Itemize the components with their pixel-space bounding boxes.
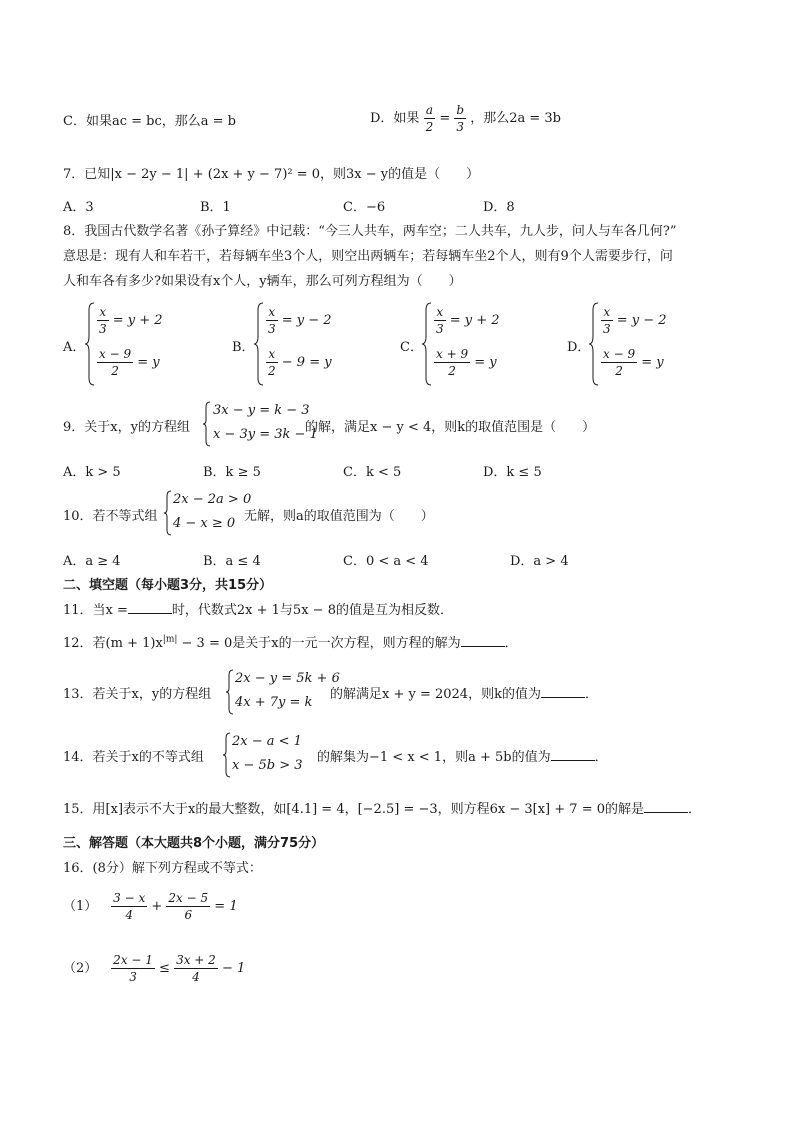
numerator: x <box>266 304 278 321</box>
q14-eq-2: x − 5b > 3 <box>232 758 303 773</box>
rhs: = y <box>474 355 497 370</box>
rhs: = y + 2 <box>112 313 163 328</box>
part-label: （1） <box>63 899 98 914</box>
q9-eq-2: x − 3y = 3k − 1 <box>213 427 318 442</box>
system-top-eq <box>601 304 667 337</box>
denominator: 2 <box>268 364 276 378</box>
q14-suffix <box>317 746 608 765</box>
numerator: x <box>266 346 278 363</box>
q9-option-d: D．k ≤ 5 <box>483 465 542 480</box>
numerator: b <box>456 103 465 117</box>
q8-line-1: 8．我国古代数学名著《孙子算经》中记载：“今三人共车，两车空；二人共车，九人步，问人与车各几何?” <box>63 224 677 239</box>
fraction <box>166 890 210 923</box>
q10-suffix: 无解，则a的取值范围为（ ） <box>244 509 434 524</box>
q10-eq-1: 2x − 2a > 0 <box>173 492 252 507</box>
q10-option-a: A．a ≥ 4 <box>63 554 121 569</box>
q7-option-d: D．8 <box>483 200 515 215</box>
left-brace-icon <box>422 302 432 386</box>
denominator: 3 <box>129 970 137 984</box>
q15-post: ． <box>688 802 702 817</box>
denominator: 3 <box>99 322 107 336</box>
system-bottom-eq <box>97 346 160 379</box>
q8-option-d <box>567 302 737 386</box>
fraction <box>111 952 155 985</box>
q7-option-b: B．1 <box>200 200 231 215</box>
rhs: = y − 2 <box>616 313 667 328</box>
q6-option-d <box>370 102 561 135</box>
numerator: x <box>601 304 613 321</box>
q7-option-a: A．3 <box>63 200 94 215</box>
denominator: 4 <box>192 970 200 984</box>
part-label: （2） <box>63 961 98 976</box>
q6-d-prefix: D．如果 <box>370 111 420 126</box>
q13-eq-2: 4x + 7y = k <box>235 695 313 710</box>
q9-eq-1: 3x − y = k − 3 <box>213 403 310 418</box>
q15 <box>63 798 701 817</box>
fraction <box>111 890 147 923</box>
q14-eq-1: 2x − a < 1 <box>232 734 302 749</box>
exponent: |m| <box>162 634 178 645</box>
denominator: 3 <box>456 120 465 134</box>
numerator: 2x − 1 <box>113 953 153 967</box>
denominator: 2 <box>448 364 456 378</box>
system-bottom-eq <box>266 346 332 379</box>
numerator: 3x + 2 <box>176 953 216 967</box>
rhs: = y − 2 <box>281 313 332 328</box>
q11-post: 时，代数式2x + 1与5x − 8的值是互为相反数． <box>171 603 453 618</box>
left-brace-icon <box>223 732 231 778</box>
numerator: x − 9 <box>99 347 132 361</box>
q9-option-b: B．k ≥ 5 <box>203 465 261 480</box>
left-brace-icon <box>203 401 211 447</box>
q8-option-b <box>232 302 392 386</box>
section-3-heading: 三、解答题（本大题共8个小题，满分75分） <box>63 836 325 851</box>
q8-line-2: 意思是：现有人和车若干，若每辆车坐3个人，则空出两辆车；若每辆车坐2个人，则有9个人需要步行，问 <box>63 249 673 264</box>
option-label: A． <box>63 340 86 355</box>
q7-stem: 7．已知|x − 2y − 1| + (2x + y − 7)² = 0，则3x − y的值是（ ） <box>63 167 480 182</box>
q15-pre: 15．用[x]表示不大于x的最大整数，如[4.1] = 4，[−2.5] = −3，则方程6x − 3[x] + 7 = 0的解是 <box>63 802 644 817</box>
q13-suffix-text: 的解满足x + y = 2024，则k的值为 <box>330 687 541 702</box>
q11 <box>63 599 453 618</box>
q13-eq-1: 2x − y = 5k + 6 <box>235 671 340 686</box>
q9-option-c: C．k < 5 <box>343 465 402 480</box>
q14-suffix-text: 的解集为−1 < x < 1，则a + 5b的值为 <box>317 750 551 765</box>
denominator: 2 <box>111 364 119 378</box>
numerator: 3 − x <box>113 891 146 905</box>
numerator: x <box>97 304 109 321</box>
q8-line-3: 人和车各有多少?如果设有x个人，y辆车，那么可列方程组为（ ） <box>63 274 462 289</box>
left-brace-icon <box>226 669 234 715</box>
q12-mid: − 3 = 0是关于x的一元一次方程，则方程的解为 <box>177 636 461 651</box>
system-top-eq <box>266 304 332 337</box>
operator: + <box>151 899 163 914</box>
denominator: 2 <box>425 120 434 134</box>
rhs: = y + 2 <box>449 313 500 328</box>
denominator: 4 <box>125 908 133 922</box>
q13-prefix: 13．若关于x，y的方程组 <box>63 687 212 702</box>
q16-part-2 <box>63 952 245 985</box>
q9-option-a: A．k > 5 <box>63 465 121 480</box>
system-top-eq <box>97 304 163 337</box>
rhs: − 9 = y <box>281 355 332 370</box>
answer-blank[interactable] <box>128 601 172 614</box>
fraction <box>174 952 218 985</box>
numerator: x + 9 <box>436 347 469 361</box>
numerator: x − 9 <box>603 347 636 361</box>
q10-prefix: 10．若不等式组 <box>63 509 158 524</box>
numerator: x <box>434 304 446 321</box>
left-brace-icon <box>589 302 599 386</box>
operator: ≤ <box>159 961 170 976</box>
equals-sign: = <box>439 111 451 126</box>
q9-suffix: 的解，满足x − y < 4，则k的取值范围是（ ） <box>305 420 596 435</box>
q13-post: ． <box>584 687 598 702</box>
q13-suffix <box>330 683 598 702</box>
system-bottom-eq <box>601 346 664 379</box>
numerator: 2x − 5 <box>168 891 209 905</box>
answer-blank[interactable] <box>541 685 585 698</box>
q16-stem: 16．(8分）解下列方程或不等式： <box>63 861 262 876</box>
rhs: = y <box>137 355 160 370</box>
q10-option-b: B．a ≤ 4 <box>203 554 261 569</box>
option-label: C． <box>400 340 423 355</box>
rhs: = y <box>641 355 664 370</box>
q12-pre: 12．若(m + 1)x <box>63 636 163 651</box>
rhs: = 1 <box>214 899 238 914</box>
denominator: 3 <box>436 322 444 336</box>
q16-part-1 <box>63 890 238 923</box>
answer-blank[interactable] <box>551 748 595 761</box>
left-brace-icon <box>85 302 95 386</box>
q8-option-a <box>63 302 223 386</box>
option-label: D． <box>567 340 591 355</box>
denominator: 3 <box>603 322 611 336</box>
q6-option-c: C．如果ac = bc，那么a = b <box>63 114 236 129</box>
left-brace-icon <box>254 302 264 386</box>
left-brace-icon <box>164 490 172 536</box>
system-bottom-eq <box>434 346 497 379</box>
q11-pre: 11．当x = <box>63 603 128 618</box>
q7-option-c: C．−6 <box>343 200 386 215</box>
denominator: 3 <box>268 322 276 336</box>
q8-option-c <box>400 302 560 386</box>
denominator: 6 <box>184 908 193 922</box>
answer-blank[interactable] <box>644 800 688 813</box>
q12-post: ． <box>504 636 518 651</box>
numerator: a <box>424 102 436 119</box>
q6-d-suffix: ，那么2a = 3b <box>470 111 562 126</box>
q9-prefix: 9．关于x，y的方程组 <box>63 420 190 435</box>
answer-blank[interactable] <box>461 634 505 647</box>
option-label: B． <box>232 340 255 355</box>
rhs: − 1 <box>221 961 246 976</box>
q14-post: ． <box>594 750 608 765</box>
fraction-a-over-2 <box>424 102 436 135</box>
q10-option-c: C．0 < a < 4 <box>343 554 429 569</box>
system-top-eq <box>434 304 500 337</box>
q10-option-d: D．a > 4 <box>510 554 569 569</box>
q12 <box>63 632 518 651</box>
denominator: 2 <box>615 364 623 378</box>
q10-eq-2: 4 − x ≥ 0 <box>173 516 236 531</box>
section-2-heading: 二、填空题（每小题3分，共15分） <box>63 578 273 593</box>
q14-prefix: 14．若关于x的不等式组 <box>63 750 204 765</box>
fraction-b-over-3 <box>454 102 466 135</box>
